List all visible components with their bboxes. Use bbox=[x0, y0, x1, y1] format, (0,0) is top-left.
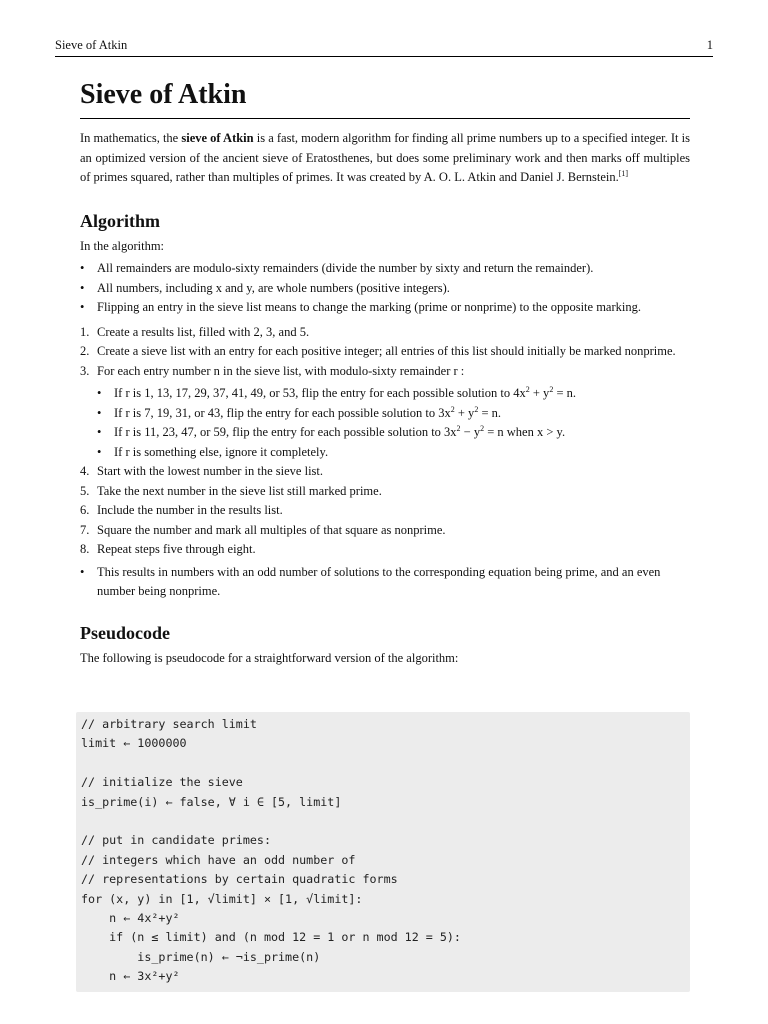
page-number: 1 bbox=[706, 38, 713, 52]
page-title: Sieve of Atkin bbox=[80, 78, 690, 119]
substep-text: = n when x > y. bbox=[484, 425, 566, 439]
substep-item bbox=[97, 423, 690, 443]
substep-item bbox=[97, 384, 690, 404]
code-line: // arbitrary search limit bbox=[81, 717, 257, 731]
step-text: Take the next number in the sieve list still marked prime. bbox=[97, 483, 382, 498]
list-item: • This results in numbers with an odd number of solutions to the corresponding equation being prime, and an even number being nonprime. bbox=[80, 563, 690, 602]
list-item bbox=[80, 482, 690, 502]
code-line: // integers which have an odd number of bbox=[81, 852, 356, 867]
superscript: 2 bbox=[549, 385, 554, 394]
code-line: limit ← 1000000 bbox=[81, 736, 187, 751]
article-body bbox=[80, 78, 690, 668]
substep-text: + y bbox=[454, 405, 475, 420]
step-text: Create a sieve list with an entry for each positive integer; all entries of this list should initially be marked nonprime. bbox=[97, 344, 676, 358]
list-item: • All remainders are modulo-sixty remainders (divide the number by sixty and return the remainder). bbox=[80, 259, 690, 279]
substep-item bbox=[97, 404, 690, 424]
citation-link[interactable]: [1] bbox=[618, 169, 629, 178]
algorithm-notes bbox=[80, 259, 690, 318]
running-title: Sieve of Atkin bbox=[55, 38, 128, 52]
superscript: 2 bbox=[474, 404, 479, 414]
list-item bbox=[80, 342, 690, 362]
substep-item: • If r is something else, ignore it completely. bbox=[97, 443, 690, 463]
list-item: • Flipping an entry in the sieve list means to change the marking (prime or nonprime) to the opposite marking. bbox=[80, 298, 690, 318]
algorithm-steps bbox=[80, 323, 690, 560]
substep-text: = n. bbox=[553, 386, 576, 400]
code-line: // representations by certain quadratic forms bbox=[81, 872, 398, 887]
step-text: Square the number and mark all multiples of that square as nonprime. bbox=[97, 522, 446, 537]
code-line: if (n ≤ limit) and (n mod 12 = 1 or n mod 12 = 5): bbox=[81, 930, 461, 945]
section-heading-algorithm: Algorithm bbox=[80, 210, 160, 231]
step-number: 5. bbox=[80, 483, 90, 498]
intro-text-1: In mathematics, the bbox=[80, 131, 182, 145]
pseudocode-lead: The following is pseudocode for a straightforward version of the algorithm: bbox=[80, 650, 459, 665]
superscript: 2 bbox=[480, 424, 485, 433]
step-number: 2. bbox=[80, 344, 90, 358]
superscript: 2 bbox=[450, 404, 455, 414]
step-number: 6. bbox=[80, 503, 90, 517]
code-block bbox=[76, 712, 690, 992]
step-number: 3. bbox=[80, 363, 90, 378]
list-item bbox=[80, 362, 690, 463]
superscript: 2 bbox=[525, 385, 530, 394]
intro-text-2: is a fast, modern algorithm for finding all prime numbers up to a specified integer. It is an optimized version of the ancient sieve of Eratosthenes, but does some preliminary work and then marks off multiples of primes squared, rather than multiples of primes. It was created by A. O. L. Atkin and Daniel J. Bernstein. bbox=[80, 131, 690, 184]
substep-list bbox=[97, 384, 690, 462]
section-heading-pseudocode: Pseudocode bbox=[80, 622, 170, 643]
intro-bold-term: sieve of Atkin bbox=[181, 131, 254, 145]
running-header bbox=[55, 38, 713, 57]
substep-text: + y bbox=[529, 386, 550, 400]
list-item bbox=[80, 521, 690, 541]
algorithm-conclusion bbox=[80, 563, 690, 602]
substep-text: = n. bbox=[478, 405, 501, 420]
superscript: 2 bbox=[456, 424, 461, 433]
list-item bbox=[80, 462, 690, 482]
step-text: For each entry number n in the sieve list, with modulo-sixty remainder r : bbox=[97, 363, 465, 378]
step-text: Create a results list, filled with 2, 3, and 5. bbox=[97, 324, 310, 339]
substep-text: − y bbox=[460, 425, 481, 439]
code-line: is_prime(n) ← ¬is_prime(n) bbox=[81, 949, 321, 964]
code-line: is_prime(i) ← false, ∀ i ∈ [5, limit] bbox=[81, 794, 342, 809]
code-line bbox=[76, 754, 690, 773]
step-text: Repeat steps five through eight. bbox=[97, 542, 256, 556]
code-line bbox=[76, 812, 690, 831]
substep-text: If r is 1, 13, 17, 29, 37, 41, 49, or 53, flip the entry for each possible solution to 4x bbox=[114, 386, 526, 400]
step-number: 7. bbox=[80, 522, 90, 537]
code-line: for (x, y) in [1, √limit] × [1, √limit]: bbox=[81, 891, 363, 906]
step-number: 8. bbox=[80, 542, 90, 556]
algorithm-lead: In the algorithm: bbox=[80, 238, 165, 253]
step-text: Start with the lowest number in the sieve list. bbox=[97, 464, 324, 478]
step-text: Include the number in the results list. bbox=[97, 503, 283, 517]
list-item: • All numbers, including x and y, are whole numbers (positive integers). bbox=[80, 279, 690, 299]
list-item bbox=[80, 501, 690, 521]
code-line: n ← 3x²+y² bbox=[81, 969, 180, 984]
code-line: // put in candidate primes: bbox=[81, 833, 271, 848]
list-item bbox=[80, 540, 690, 560]
step-number: 4. bbox=[80, 464, 90, 478]
code-line: // initialize the sieve bbox=[81, 775, 243, 790]
list-item bbox=[80, 323, 690, 343]
substep-text: If r is 7, 19, 31, or 43, flip the entry for each possible solution to 3x bbox=[114, 405, 451, 420]
code-line: n ← 4x²+y² bbox=[81, 910, 180, 925]
intro-paragraph bbox=[80, 129, 690, 188]
substep-text: If r is 11, 23, 47, or 59, flip the entry for each possible solution to 3x bbox=[114, 425, 457, 439]
step-number: 1. bbox=[80, 324, 90, 339]
